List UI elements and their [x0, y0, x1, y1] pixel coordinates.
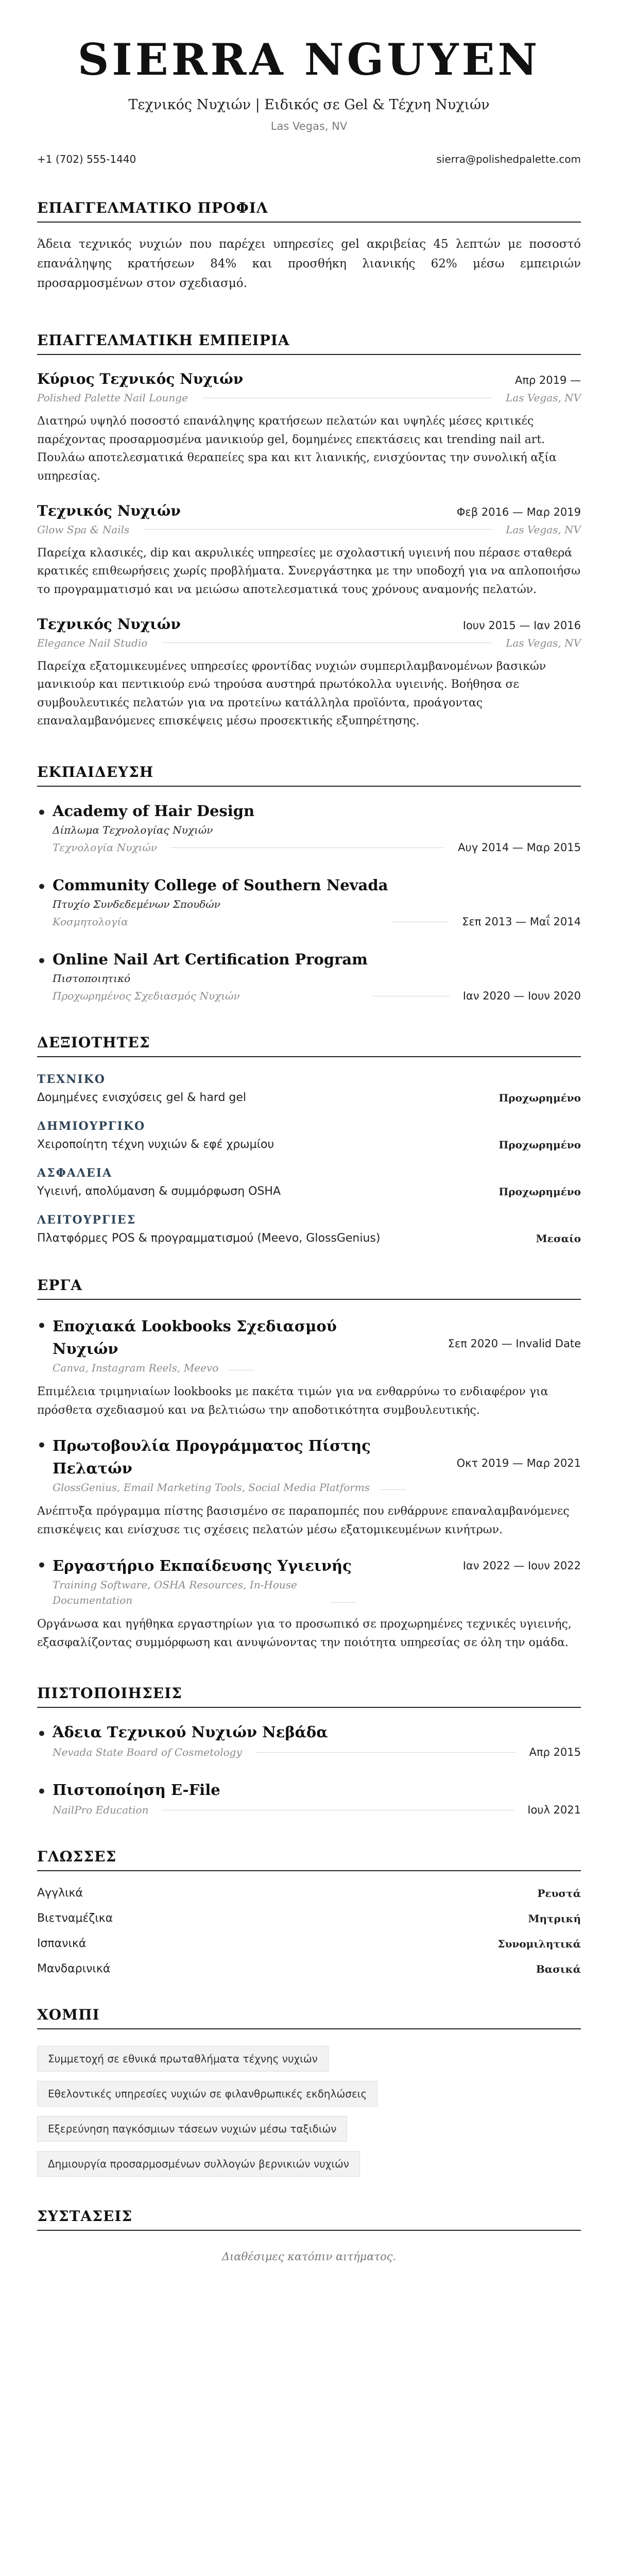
project-title: Πρωτοβουλία Προγράμματος Πίστης Πελατών — [53, 1437, 371, 1477]
bullet-icon: • — [37, 1437, 46, 1454]
education-entry — [37, 876, 581, 928]
skill-name: Πλατφόρμες POS & προγραμματισμού (Meevo, GlossGenius) — [37, 1232, 381, 1245]
section-title: ΓΛΩΣΣΕΣ — [37, 1848, 581, 1871]
divider — [255, 1752, 516, 1753]
bullet-icon: • — [37, 953, 46, 970]
company: Glow Spa & Nails — [37, 523, 130, 536]
contact-row — [37, 153, 581, 165]
field-of-study: Προχωρημένος Σχεδιασμός Νυχιών — [53, 990, 240, 1003]
email: sierra@polishedpalette.com — [436, 153, 581, 166]
skill-level: Μεσαίο — [536, 1232, 581, 1245]
project-title: Εργαστήριο Εκπαίδευσης Υγιεινής — [53, 1556, 352, 1574]
language-level: Ρευστά — [537, 1887, 581, 1900]
divider — [331, 1602, 356, 1603]
company: Elegance Nail Studio — [37, 636, 148, 649]
section-title: ΕΠΑΓΓΕΛΜΑΤΙΚΟ ΠΡΟΦΙΛ — [37, 199, 581, 223]
bullet-icon: • — [37, 804, 46, 822]
language-row — [37, 1937, 581, 1950]
skill-group — [37, 1213, 581, 1245]
certifications-section — [37, 1685, 581, 1816]
section-title: ΕΚΠΑΙΔΕΥΣΗ — [37, 764, 581, 787]
section-title: ΕΡΓΑ — [37, 1277, 581, 1300]
project-description: Οργάνωσα και ηγήθηκα εργαστηρίων για το προσωπικό σε προχωρημένες τεχνικές υγιεινής, εξασφαλίζοντας συμμόρφωση και ανυψώνοντας την ποιότητα υπηρεσίας σε όλη την ομάδα. — [37, 1618, 572, 1649]
skill-group — [37, 1166, 581, 1198]
job-location: Las Vegas, NV — [506, 523, 581, 536]
language-level: Συνομιλητικά — [497, 1937, 581, 1950]
education-entry — [37, 951, 581, 1002]
degree: Πτυχίο Συνδεδεμένων Σπουδών — [53, 898, 220, 911]
education-dates: Σεπ 2013 — Μαΐ 2014 — [462, 916, 581, 928]
profile-text: Άδεια τεχνικός νυχιών που παρέχει υπηρεσίες gel ακριβείας 45 λεπτών με ποσοστό επανάληψης κρατήσεων 84% και προσθήκη λιανικής 62% μέσω εμπειριών προσαρμοσμένων στον σχεδιασμό. — [37, 238, 581, 291]
divider — [162, 642, 491, 643]
project-dates: Σεπ 2020 — Invalid Date — [448, 1337, 581, 1350]
skill-level: Προχωρημένο — [499, 1185, 581, 1198]
job-title: Τεχνικός Νυχιών — [37, 502, 181, 519]
project-tech: Canva, Instagram Reels, Meevo — [53, 1362, 219, 1375]
degree: Πιστοποιητικό — [53, 972, 131, 985]
certification-name: Πιστοποίηση E-File — [53, 1781, 220, 1799]
hobbies-section — [37, 2006, 581, 2177]
job-description: Παρείχα κλασικές, dip και ακρυλικές υπηρεσίες με σχολαστική υγιεινή που πέρασε σταθερά κρατικές επιθεωρήσεις χωρίς προβλήματα. Συνεργάστηκα με την υποδοχή για να απλοποιήσω το προγραμματισμό και να μειώσω αποτελεσματικά τους χρόνους αναμονής πελατών. — [37, 546, 581, 596]
section-title: ΔΕΞΙΟΤΗΤΕΣ — [37, 1034, 581, 1057]
section-title: ΕΠΑΓΓΕΛΜΑΤΙΚΗ ΕΜΠΕΙΡΙΑ — [37, 332, 581, 355]
skill-group — [37, 1120, 581, 1151]
education-section — [37, 764, 581, 1002]
certification-entry — [37, 1781, 581, 1816]
project-tech: GlossGenius, Email Marketing Tools, Social Media Platforms — [53, 1481, 370, 1494]
location: Las Vegas, NV — [270, 120, 348, 133]
certification-issuer: NailPro Education — [53, 1804, 149, 1817]
bullet-icon: • — [37, 1556, 46, 1574]
skill-category: ΔΗΜΙΟΥΡΓΙΚΟ — [37, 1120, 146, 1133]
skill-group — [37, 1073, 581, 1104]
project-entry — [37, 1555, 581, 1652]
hobby-tag: Εξερεύνηση παγκόσμιων τάσεων νυχιών μέσω ταξιδιών — [37, 2116, 347, 2142]
bullet-icon: • — [37, 1725, 46, 1743]
language-name: Αγγλικά — [37, 1887, 83, 1900]
projects-section — [37, 1277, 581, 1652]
language-name: Βιετναμέζικα — [37, 1912, 113, 1925]
job-location: Las Vegas, NV — [506, 636, 581, 649]
skill-category: ΑΣΦΑΛΕΙΑ — [37, 1166, 113, 1180]
skill-level: Προχωρημένο — [499, 1138, 581, 1151]
language-level: Βασικά — [536, 1962, 581, 1975]
job-title: Κύριος Τεχνικός Νυχιών — [37, 370, 244, 388]
divider — [380, 1489, 406, 1490]
references-text: Διαθέσιμες κατόπιν αιτήματος. — [221, 2250, 397, 2263]
skill-name: Χειροποίητη τέχνη νυχιών & εφέ χρωμίου — [37, 1138, 274, 1151]
school-name: Academy of Hair Design — [53, 802, 255, 820]
skill-category: ΤΕΧΝΙΚΟ — [37, 1073, 106, 1087]
job-dates: Ιουν 2015 — Ιαν 2016 — [462, 619, 581, 632]
phone: +1 (702) 555-1440 — [37, 153, 136, 166]
experience-section — [37, 332, 581, 731]
languages-section — [37, 1848, 581, 1975]
headline: Τεχνικός Νυχιών | Ειδικός σε Gel & Τέχνη Νυχιών — [128, 97, 490, 113]
language-row — [37, 1912, 581, 1925]
certification-issuer: Nevada State Board of Cosmetology — [53, 1746, 242, 1759]
references-section — [37, 2208, 581, 2263]
skill-name: Υγιεινή, απολύμανση & συμμόρφωση OSHA — [37, 1185, 281, 1198]
language-level: Μητρική — [528, 1912, 581, 1925]
full-name: SIERRA NGUYEN — [77, 34, 541, 85]
skills-section — [37, 1034, 581, 1245]
certification-date: Ιουλ 2021 — [527, 1804, 581, 1817]
school-name: Online Nail Art Certification Program — [53, 951, 368, 969]
language-name: Μανδαρινικά — [37, 1962, 111, 1976]
job-description: Διατηρώ υψηλό ποσοστό επανάληψης κρατήσεων πελατών και υψηλές μέσες κριτικές παρέχοντας προσαρμοσμένα μανικιούρ gel, δομημένες επεκτάσεις και trending nail art. Πουλάω αποτελεσματικά θεραπείες spa και κιτ λιανικής, ενισχύοντας την συνολική αξία υπηρεσίας. — [37, 415, 557, 483]
job-entry — [37, 502, 581, 599]
project-dates: Οκτ 2019 — Μαρ 2021 — [456, 1457, 581, 1470]
project-dates: Ιαν 2022 — Ιουν 2022 — [462, 1559, 581, 1572]
project-description: Επιμέλεια τριμηνιαίων lookbooks με πακέτα τιμών για να ενθαρρύνω το ενδιαφέρον για πρόσθετα σχεδιασμού και να βελτιώσω την αποδοτικότητα συμβουλευτικής. — [37, 1385, 548, 1417]
language-name: Ισπανικά — [37, 1937, 87, 1951]
certification-entry — [37, 1723, 581, 1758]
job-title: Τεχνικός Νυχιών — [37, 615, 181, 633]
job-entry — [37, 616, 581, 731]
language-row — [37, 1962, 581, 1975]
language-row — [37, 1887, 581, 1900]
job-dates: Απρ 2019 — — [514, 374, 581, 387]
job-entry — [37, 370, 581, 486]
job-dates: Φεβ 2016 — Μαρ 2019 — [456, 505, 581, 518]
skill-category: ΛΕΙΤΟΥΡΓΙΕΣ — [37, 1213, 136, 1227]
section-title: ΧΟΜΠΙ — [37, 2006, 581, 2029]
certification-name: Άδεια Τεχνικού Νυχιών Νεβάδα — [53, 1723, 328, 1741]
certification-date: Απρ 2015 — [529, 1746, 581, 1759]
divider — [144, 529, 491, 530]
section-title: ΣΥΣΤΑΣΕΙΣ — [37, 2208, 581, 2231]
bullet-icon: • — [37, 878, 46, 896]
resume-header — [37, 36, 581, 165]
school-name: Community College of Southern Nevada — [53, 876, 388, 894]
education-dates: Αυγ 2014 — Μαρ 2015 — [458, 841, 581, 854]
education-entry — [37, 802, 581, 854]
hobby-tag: Δημιουργία προσαρμοσμένων συλλογών βερνικιών νυχιών — [37, 2151, 360, 2177]
degree: Δίπλωμα Τεχνολογίας Νυχιών — [53, 824, 213, 837]
project-title: Εποχιακά Lookbooks Σχεδιασμού Νυχιών — [53, 1317, 337, 1358]
field-of-study: Τεχνολογία Νυχιών — [53, 841, 157, 854]
project-tech: Training Software, OSHA Resources, In-House Documentation — [53, 1579, 297, 1607]
skill-level: Προχωρημένο — [499, 1091, 581, 1104]
job-location: Las Vegas, NV — [506, 392, 581, 404]
project-entry — [37, 1435, 581, 1539]
education-dates: Ιαν 2020 — Ιουν 2020 — [462, 990, 581, 1003]
project-entry — [37, 1315, 581, 1419]
section-title: ΠΙΣΤΟΠΟΙΗΣΕΙΣ — [37, 1685, 581, 1708]
job-description: Παρείχα εξατομικευμένες υπηρεσίες φροντίδας νυχιών συμπεριλαμβανομένων βασικών μανικιούρ και πεντικιούρ ενώ τηρούσα αυστηρά πρωτόκολλα υγιεινής. Βοήθησα σε συμβουλευτικές πελατών για να προτείνω κατάλληλα προϊόντα, προάγοντας επαναλαμβανόμενες επισκέψεις μέσω προσεκτικής εξυπηρέτησης. — [37, 659, 546, 728]
field-of-study: Κοσμητολογία — [53, 916, 128, 928]
project-description: Ανέπτυξα πρόγραμμα πίστης βασισμένο σε παραπομπές που ενθάρρυνε επαναλαμβανόμενες επισκέψεις και ενίσχυσε τις σχέσεις πελατών μέσω εξατομικευμένων κινήτρων. — [37, 1505, 570, 1536]
hobby-tag: Εθελοντικές υπηρεσίες νυχιών σε φιλανθρωπικές εκδηλώσεις — [37, 2081, 377, 2107]
bullet-icon: • — [37, 1317, 46, 1335]
skill-name: Δομημένες ενισχύσεις gel & hard gel — [37, 1091, 247, 1105]
profile-section — [37, 199, 581, 294]
hobby-tag: Συμμετοχή σε εθνικά πρωταθλήματα τέχνης νυχιών — [37, 2046, 329, 2072]
company: Polished Palette Nail Lounge — [37, 392, 188, 404]
bullet-icon: • — [37, 1783, 46, 1801]
